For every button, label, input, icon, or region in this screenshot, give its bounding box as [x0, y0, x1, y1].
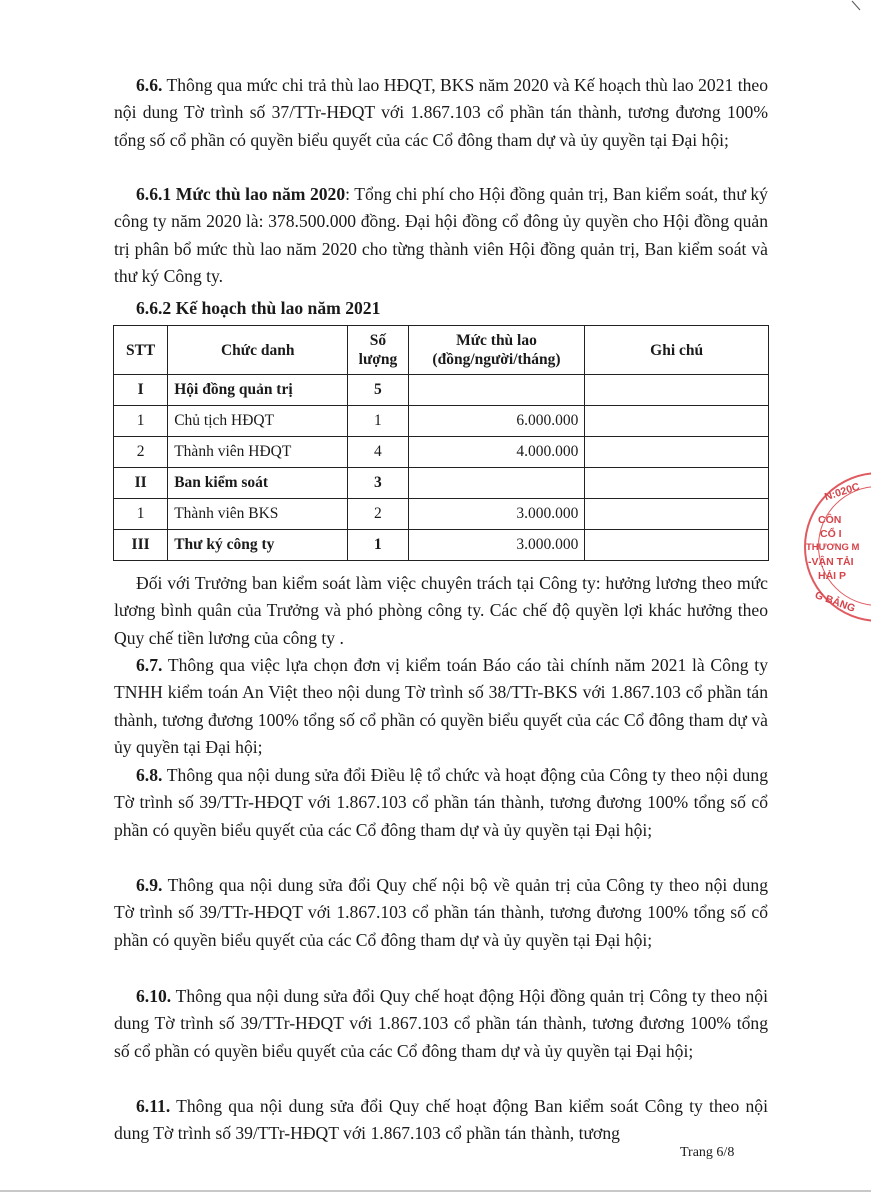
cell-stt: 1: [114, 499, 168, 530]
paragraph-text: Thông qua nội dung sửa đổi Quy chế hoạt động Hội đồng quản trị Công ty theo nội dung Tờ trình số 39/TTr-HĐQT với 1.867.103 cổ phần tán thành, tương đương 100% tổng số cổ phần có quyền biểu quyết của các Cổ đông tham dự và ủy quyền tại Đại hội;: [114, 986, 768, 1061]
scan-edge-line: [0, 1190, 871, 1192]
paragraph-6-9: [114, 872, 768, 954]
cell-stt: I: [114, 375, 168, 406]
paragraph-text: Thông qua nội dung sửa đổi Quy chế nội bộ về quản trị của Công ty theo nội dung Tờ trình số 39/TTr-HĐQT với 1.867.103 cổ phần tán thành, tương đương 100% tổng số cổ phần có quyền biểu quyết của các Cổ đông tham dự và ủy quyền tại Đại hội;: [114, 875, 768, 950]
cell-note: [585, 468, 769, 499]
section-heading-6-6-2: 6.6.2 Kế hoạch thù lao năm 2021: [136, 298, 381, 318]
cell-title: Thành viên HĐQT: [168, 437, 348, 468]
table-row: [114, 530, 769, 561]
cell-stt: 2: [114, 437, 168, 468]
paragraph-text: Thông qua nội dung sửa đổi Điều lệ tổ chức và hoạt động của Công ty theo nội dung Tờ trình số 39/TTr-HĐQT với 1.867.103 cổ phần tán thành, tương đương 100% tổng số cổ phần có quyền biểu quyết của các Cổ đông tham dự và ủy quyền tại Đại hội;: [114, 765, 768, 840]
stamp-text: CÔN: [818, 514, 842, 526]
col-header-amount-line1: Mức thù lao: [456, 332, 537, 349]
cell-title: Chủ tịch HĐQT: [168, 406, 348, 437]
paragraph-6-11: [114, 1093, 768, 1148]
cell-title: Thành viên BKS: [168, 499, 348, 530]
table-row: [114, 468, 769, 499]
cell-amount: 3.000.000: [408, 530, 585, 561]
table-header-row: [114, 326, 769, 375]
cell-qty: 1: [348, 406, 408, 437]
table-row: [114, 499, 769, 530]
stamp-text: G BẢNG: [813, 589, 857, 615]
paragraph-6-10: [114, 983, 768, 1065]
table-row: [114, 437, 769, 468]
paragraph-6-8: [114, 762, 768, 844]
section-number: 6.11.: [136, 1096, 171, 1116]
cell-amount: [408, 468, 585, 499]
page-number: Trang 6/8: [680, 1145, 735, 1160]
scan-mark-icon: [850, 0, 862, 12]
cell-note: [585, 499, 769, 530]
paragraph-6-6: [114, 72, 768, 154]
col-header-qty: [348, 326, 408, 375]
paragraph-text: : Tổng chi phí cho Hội đồng quản trị, Ban kiểm soát, thư ký công ty năm 2020 là: 378.500.000 đồng. Đại hội đồng cổ đông ủy quyền cho Hội đồng quản trị phân bổ mức thù lao năm 2020 cho từng thành viên Hội đồng quản trị, Ban kiểm soát và thư ký Công ty.: [114, 184, 768, 287]
col-header-qty-line1: Số: [369, 332, 387, 349]
col-header-title: Chức danh: [168, 326, 348, 375]
cell-amount: 3.000.000: [408, 499, 585, 530]
section-number: 6.6.1 Mức thù lao năm 2020: [136, 184, 346, 204]
cell-note: [585, 437, 769, 468]
cell-stt: 1: [114, 406, 168, 437]
col-header-stt: STT: [114, 326, 168, 375]
paragraph-bks-head: Đối với Trưởng ban kiểm soát làm việc chuyên trách tại Công ty: hưởng lương theo mức lương bình quân của Trưởng và phó phòng công ty. Các chế độ quyền lợi khác hưởng theo Quy chế tiền lương của công ty .: [114, 573, 768, 648]
table-row: [114, 375, 769, 406]
paragraph-text: Thông qua mức chi trả thù lao HĐQT, BKS năm 2020 và Kế hoạch thù lao 2021 theo nội dung Tờ trình số 37/TTr-HĐQT với 1.867.103 cổ phần tán thành, tương đương 100% tổng số cổ phần có quyền biểu quyết của các Cổ đông tham dự và ủy quyền tại Đại hội;: [114, 75, 768, 150]
cell-qty: 3: [348, 468, 408, 499]
col-header-note: Ghi chú: [585, 326, 769, 375]
cell-amount: 6.000.000: [408, 406, 585, 437]
section-number: 6.6.: [136, 75, 163, 95]
paragraph-6-7: [114, 652, 768, 762]
cell-note: [585, 375, 769, 406]
section-number: 6.7.: [136, 655, 163, 675]
cell-title: Ban kiểm soát: [168, 468, 348, 499]
cell-qty: 5: [348, 375, 408, 406]
cell-title: Hội đồng quản trị: [168, 375, 348, 406]
paragraph-6-6-1: [114, 181, 768, 291]
section-number: 6.8.: [136, 765, 163, 785]
col-header-amount-line2: (đồng/người/tháng): [432, 351, 561, 368]
cell-amount: [408, 375, 585, 406]
col-header-qty-line2: lượng: [358, 351, 398, 368]
section-number: 6.10.: [136, 986, 172, 1006]
stamp-text: HẢI P: [818, 570, 847, 582]
section-number: 6.9.: [136, 875, 163, 895]
stamp-text: N:020C: [823, 480, 862, 504]
stamp-text: CỔ I: [820, 528, 842, 540]
cell-qty: 4: [348, 437, 408, 468]
table-row: [114, 406, 769, 437]
company-seal-stamp: [804, 472, 871, 632]
col-header-amount: [408, 326, 585, 375]
cell-note: [585, 530, 769, 561]
paragraph-text: Thông qua nội dung sửa đổi Quy chế hoạt động Ban kiểm soát Công ty theo nội dung Tờ trình số 39/TTr-HĐQT với 1.867.103 cổ phần tán thành, tương: [114, 1096, 768, 1144]
cell-note: [585, 406, 769, 437]
cell-stt: II: [114, 468, 168, 499]
stamp-text: -VẬN TẢI: [808, 556, 854, 568]
remuneration-table: [113, 325, 769, 561]
paragraph-text: Thông qua việc lựa chọn đơn vị kiểm toán Báo cáo tài chính năm 2021 là Công ty TNHH kiểm toán An Việt theo nội dung Tờ trình số 38/TTr-BKS với 1.867.103 cổ phần tán thành, tương đương 100% tổng số cổ phần có quyền biểu quyết của các Cổ đông tham dự và ủy quyền tại Đại hội;: [114, 655, 768, 758]
cell-stt: III: [114, 530, 168, 561]
cell-title: Thư ký công ty: [168, 530, 348, 561]
cell-amount: 4.000.000: [408, 437, 585, 468]
stamp-text: THƯƠNG M: [806, 542, 860, 553]
cell-qty: 2: [348, 499, 408, 530]
cell-qty: 1: [348, 530, 408, 561]
